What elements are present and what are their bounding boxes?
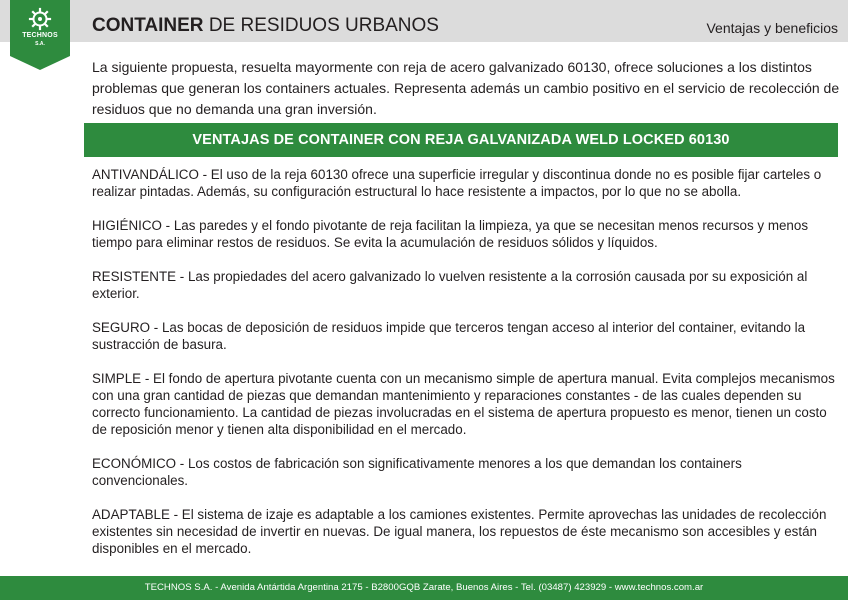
advantage-heading: HIGIÉNICO: [92, 218, 162, 233]
page-title-rest: DE RESIDUOS URBANOS: [203, 15, 439, 36]
advantage-heading: RESISTENTE: [92, 269, 177, 284]
advantage-heading: ECONÓMICO: [92, 456, 177, 471]
page-subtitle: Ventajas y beneficios: [706, 20, 838, 36]
footer-bar: [0, 576, 848, 600]
advantage-item-adaptable: [92, 506, 840, 557]
gear-icon: [30, 9, 50, 29]
section-banner-title: VENTAJAS DE CONTAINER CON REJA GALVANIZADA WELD LOCKED 60130: [192, 132, 730, 148]
advantage-text: - El uso de la reja 60130 ofrece una superficie irregular y discontinua donde no es posible fijar carteles o realizar pintadas. Además, su configuración estructural lo hace resistente a impactos, por lo que no se abolla.: [92, 167, 822, 199]
advantage-text: - Las propiedades del acero galvanizado lo vuelven resistente a la corrosión causada por su exposición al exterior.: [92, 269, 808, 301]
advantage-heading: SIMPLE: [92, 371, 142, 386]
intro-paragraph: La siguiente propuesta, resuelta mayormente con reja de acero galvanizado 60130, ofrece soluciones a los distintos problemas que generan los containers actuales. Representa además un cambio positivo en el servicio de recolección de residuos que no demanda una gran inversión.: [92, 59, 840, 117]
company-logo: [10, 0, 70, 70]
section-banner: [84, 123, 838, 157]
advantage-item-higienico: [92, 217, 840, 251]
footer-contact: TECHNOS S.A. - Avenida Antártida Argentina 2175 - B2800GQB Zarate, Buenos Aires - Tel. (03487) 423929 - www.technos.com.ar: [144, 582, 704, 593]
advantage-text: - El sistema de izaje es adaptable a los camiones existentes. Permite aprovechas las unidades de recolección existentes sin necesidad de invertir en nuevas. De igual manera, los repuestos de éste mecanismo son accesibles y están disponibles en el mercado.: [92, 507, 827, 556]
advantage-text: - Las bocas de deposición de residuos impide que terceros tengan acceso al interior del container, evitando la sustracción de basura.: [92, 320, 806, 352]
advantage-text: - Las paredes y el fondo pivotante de reja facilitan la limpieza, ya que se necesitan menos recursos y menos tiempo para eliminar restos de residuos. Se evita la acumulación de residuos sólidos y líquidos.: [92, 218, 809, 250]
advantage-item-resistente: [92, 268, 840, 302]
advantage-text: - El fondo de apertura pivotante cuenta con un mecanismo simple de apertura manual. Evita complejos mecanismos con una gran cantidad de piezas que demandan mantenimiento y reparaciones constantes - de las cuales dependen su correcto funcionamiento. La cantidad de piezas involucradas en el sistema de apertura propuesto es menor, tienen un costo de reposición menor y tienen alta disponibilidad en el mercado.: [92, 371, 835, 437]
advantage-item-seguro: [92, 319, 840, 353]
advantage-heading: SEGURO: [92, 320, 151, 335]
logo-name: TECHNOS: [22, 32, 58, 39]
advantage-text: - Los costos de fabricación son significativamente menores a los que demandan los containers convencionales.: [92, 456, 742, 488]
page-title-bold: CONTAINER: [92, 15, 204, 36]
advantage-item-simple: [92, 370, 840, 438]
advantage-item-antivandalico: [92, 166, 840, 200]
advantage-item-economico: [92, 455, 840, 489]
header-bar: [0, 0, 848, 42]
advantage-heading: ANTIVANDÁLICO: [92, 167, 199, 182]
advantage-heading: ADAPTABLE: [92, 507, 170, 522]
page-title: [92, 15, 439, 37]
logo-subtext: S.A.: [35, 41, 45, 47]
